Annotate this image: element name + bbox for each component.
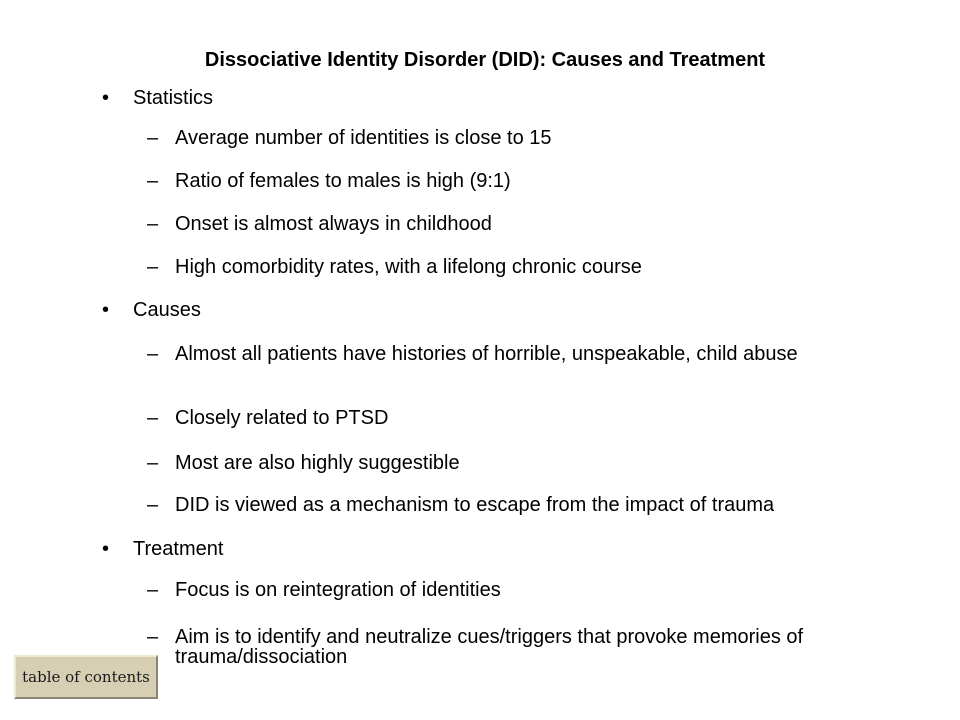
slide-title: Dissociative Identity Disorder (DID): Causes and Treatment (204, 49, 766, 71)
sub-item-text: Onset is almost always in childhood (175, 213, 492, 235)
dash-mark: – (147, 127, 159, 149)
dash-mark: – (147, 343, 159, 365)
bullet-mark: • (102, 538, 110, 560)
bullet-heading: Causes (133, 299, 201, 321)
table-of-contents-button[interactable] (14, 655, 158, 699)
sub-item (147, 171, 907, 191)
bullet-heading: Treatment (133, 538, 224, 560)
bullet-mark: • (102, 299, 110, 321)
table-of-contents-label: table of contents (22, 668, 150, 686)
sub-item-text: Focus is on reintegration of identities (175, 579, 501, 601)
sub-item-text: High comorbidity rates, with a lifelong chronic course (175, 256, 642, 278)
dash-mark: – (147, 407, 159, 429)
sub-item (147, 344, 907, 364)
sub-item-text: Most are also highly suggestible (175, 452, 460, 474)
sub-item (147, 408, 907, 428)
dash-mark: – (147, 170, 159, 192)
sub-item (147, 128, 907, 148)
sub-item-text: Almost all patients have histories of horrible, unspeakable, child abuse (175, 343, 798, 365)
dash-mark: – (147, 579, 159, 601)
dash-mark: – (147, 452, 159, 474)
sub-item (147, 627, 907, 667)
dash-mark: – (147, 626, 159, 648)
sub-item-text: Ratio of females to males is high (9:1) (175, 170, 511, 192)
bullet-mark: • (102, 87, 110, 109)
sub-item-text: Average number of identities is close to 15 (175, 127, 552, 149)
sub-item-text: Closely related to PTSD (175, 407, 389, 429)
sub-item-text: Aim is to identify and neutralize cues/triggers that provoke memories of trauma/dissociation (175, 626, 804, 668)
sub-item (147, 495, 907, 515)
sub-item (147, 580, 907, 600)
bullet-heading: Statistics (133, 87, 214, 109)
sub-item (147, 453, 907, 473)
dash-mark: – (147, 256, 159, 278)
sub-item (147, 214, 907, 234)
dash-mark: – (147, 494, 159, 516)
sub-item-text: DID is viewed as a mechanism to escape from the impact of trauma (175, 494, 775, 516)
dash-mark: – (147, 213, 159, 235)
sub-item (147, 257, 907, 277)
